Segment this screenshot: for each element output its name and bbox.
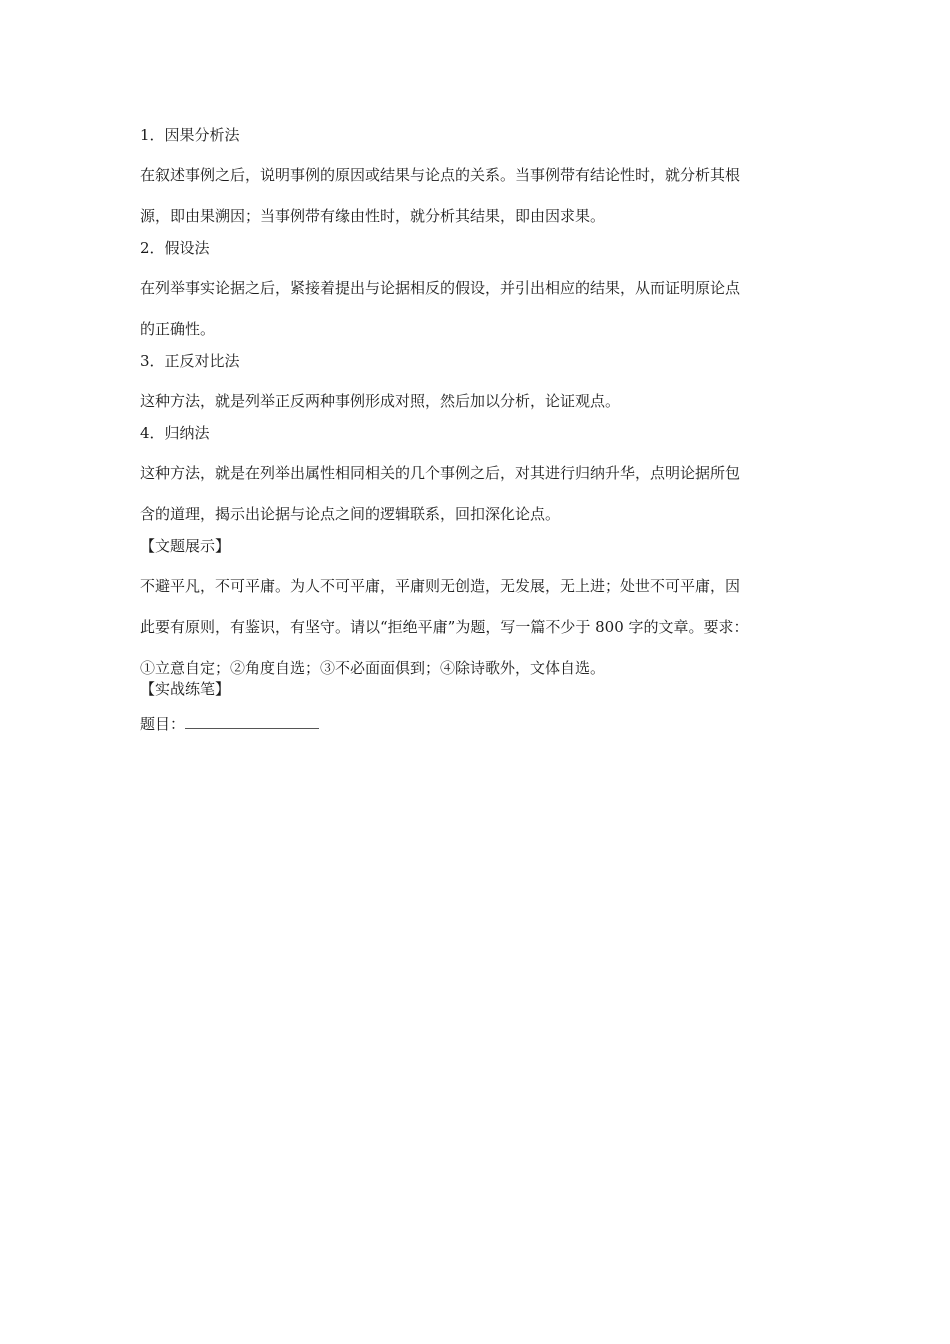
paragraph-line: 这种方法，就是列举正反两种事例形成对照，然后加以分析，论证观点。 xyxy=(140,392,621,410)
practice-heading: 【实战练笔】 xyxy=(140,680,231,698)
paragraph-line: 含的道理，揭示出论据与论点之间的逻辑联系，回扣深化论点。 xyxy=(140,505,561,523)
section-heading: 3．正反对比法 xyxy=(140,352,240,370)
paragraph-line: 在列举事实论据之后，紧接着提出与论据相反的假设，并引出相应的结果，从而证明原论点 xyxy=(140,279,741,297)
section-paragraph xyxy=(140,268,820,350)
paragraph-line: 在叙述事例之后，说明事例的原因或结果与论点的关系。当事例带有结论性时，就分析其根 xyxy=(140,166,741,184)
prompt-heading: 【文题展示】 xyxy=(140,537,231,555)
section-heading: 1．因果分析法 xyxy=(140,126,240,144)
paragraph-line: 这种方法，就是在列举出属性相同相关的几个事例之后，对其进行归纳升华，点明论据所包 xyxy=(140,464,741,482)
title-blank-line[interactable] xyxy=(185,714,319,729)
paragraph-line: 不避平凡，不可平庸。为人不可平庸，平庸则无创造，无发展，无上进；处世不可平庸，因 xyxy=(140,577,741,595)
paragraph-line: ①立意自定；②角度自选；③不必面面俱到；④除诗歌外，文体自选。 xyxy=(140,659,606,677)
paragraph-line: 源，即由果溯因；当事例带有缘由性时，就分析其结果，即由因求果。 xyxy=(140,207,606,225)
section-paragraph xyxy=(140,381,820,422)
title-label: 题目： xyxy=(140,715,186,733)
section-paragraph xyxy=(140,453,820,535)
paragraph-line: 的正确性。 xyxy=(140,320,216,338)
document-page xyxy=(140,124,820,736)
section-heading: 2．假设法 xyxy=(140,239,210,257)
prompt-paragraph xyxy=(140,566,820,678)
section-paragraph xyxy=(140,155,820,237)
paragraph-line: 此要有原则，有鉴识，有坚守。请以“拒绝平庸”为题，写一篇不少于 800 字的文章。要求： xyxy=(140,618,749,636)
section-heading: 4．归纳法 xyxy=(140,424,210,442)
title-field-row xyxy=(140,713,820,736)
